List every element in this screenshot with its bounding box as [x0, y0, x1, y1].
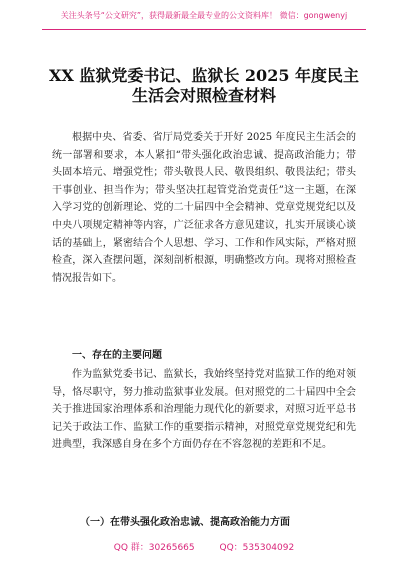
title-line-1: XX 监狱党委书记、监狱长 2025 年度民主 — [48, 66, 360, 85]
footer-qq: QQ：535304092 — [219, 543, 295, 553]
footer-contact — [0, 542, 408, 554]
subsection-heading-1: （一）在带头强化政治忠诚、提高政治能力方面 — [80, 517, 290, 528]
header-promo-text: 关注头条号“公文研究”，获得最新最全最专业的公文资料库！ 微信：gongwenyj — [60, 11, 348, 20]
section-1-paragraph: 作为监狱党委书记、监狱长，我始终坚持党对监狱工作的绝对领导，恪尽职守，努力推动监狱事业发展。但对照党的二十届四中全会关于推进国家治理体系和治理能力现代化的新要求，对照习近平总书记关于政法工作、监狱工作的重要指示精神，对照党章党规党纪和先进典型，我深感自身在多个方面仍存在不容忽视的差距和不足。 — [52, 369, 356, 451]
intro-paragraph: 根据中央、省委、省厅局党委关于开好 2025 年度民主生活会的统一部署和要求，本人紧扣“带头强化政治忠诚、提高政治能力；带头固本培元、增强党性；带头敬畏人民、敬畏组织、敬畏法纪；带头干事创业、担当作为；带头坚决扛起管党治党责任”这一主题，在深入学习党的创新理论、党的二十届四中全会精神、党章党规党纪以及中央八项规定精神等内容，广泛征求各方意见建议，扎实开展谈心谈话的基础上，紧密结合个人思想、学习、工作和作风实际，严格对照检查，深入查摆问题，深刻剖析根源，明确整改方向。现将对照检查情况报告如下。 — [52, 132, 356, 284]
section-heading-1: 一、存在的主要问题 — [72, 350, 162, 361]
document-title — [40, 66, 368, 106]
intro-section — [52, 129, 356, 287]
footer-qq-group: QQ 群：30265665 — [113, 543, 195, 553]
header-divider — [42, 29, 366, 30]
title-line-2: 生活会对照检查材料 — [131, 86, 276, 105]
section-1-body — [52, 366, 356, 454]
